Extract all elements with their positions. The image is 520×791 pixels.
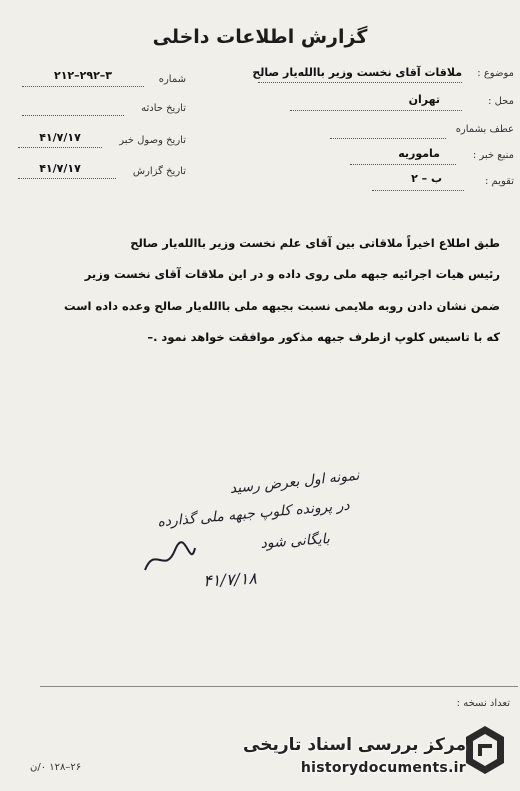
handwritten-line: نمونه اول بعرض رسید (229, 467, 361, 498)
handwritten-line: بایگانی شود (260, 531, 331, 552)
report-title: گزارش اطلاعات داخلی (152, 26, 368, 48)
number-dotted-line (22, 86, 144, 87)
location-dotted-line (290, 110, 462, 111)
report-date-label: تاریخ گزارش (132, 166, 186, 177)
received-date-dotted-line (18, 147, 102, 148)
form-code: ۲۶–۱۲۸ ۰/ن (30, 762, 82, 773)
handwritten-date: ۴۱/۷/۱۸ (202, 568, 258, 591)
reference-dotted-line (330, 138, 446, 139)
evaluation-label: تقویم : (485, 176, 514, 187)
subject-dotted-line (258, 82, 462, 83)
body-line: ضمن نشان دادن روبه ملایمی نسبت بجبهه ملی باالله‌یار صالح وعده داده است (64, 299, 500, 313)
received-date-value: ۴۱/۷/۱۷ (39, 131, 81, 144)
body-line: طبق اطلاع اخیراً ملاقاتی بین آقای علم نخست وزیر باالله‌یار صالح (130, 236, 500, 250)
source-dotted-line (350, 164, 456, 165)
number-value: ۲۱۲–۲۹۲–۳ (54, 69, 112, 82)
signature-scribble (140, 540, 200, 580)
received-date-label: تاریخ وصول خبر (119, 135, 186, 146)
incident-date-dotted-line (22, 115, 124, 116)
handwritten-line: در پرونده کلوپ جبهه ملی گذارده (156, 497, 351, 531)
source-value: ماموریه (398, 147, 440, 160)
subject-label: موضوع : (477, 68, 514, 79)
watermark-url: historydocuments.ir (300, 760, 466, 776)
evaluation-value: ب – ۲ (411, 172, 442, 185)
evaluation-dotted-line (372, 190, 464, 191)
report-date-value: ۴۱/۷/۱۷ (39, 162, 81, 175)
reference-label: عطف بشماره (455, 124, 514, 135)
report-date-dotted-line (18, 178, 116, 179)
watermark-title: مرکز بررسی اسناد تاریخی (243, 735, 466, 755)
location-value: تهران (408, 93, 440, 106)
source-label: منبع خبر : (472, 150, 514, 161)
body-line: رئیس هیات اجرائیه جبهه ملی روی داده و در این ملاقات آقای نخست وزیر (84, 267, 500, 281)
archive-logo-icon (462, 722, 508, 778)
copies-label: تعداد نسخه : (456, 698, 510, 709)
number-label: شماره (158, 74, 186, 85)
subject-value: ملاقات آقای نخست وزیر باالله‌یار صالح (252, 66, 462, 79)
footer-divider (40, 686, 518, 687)
incident-date-label: تاریخ حادثه (141, 103, 186, 114)
location-label: محل : (488, 96, 514, 107)
body-line: که با تاسیس کلوپ ازطرف جبهه مذکور موافقت خواهد نمود .– (147, 330, 500, 344)
